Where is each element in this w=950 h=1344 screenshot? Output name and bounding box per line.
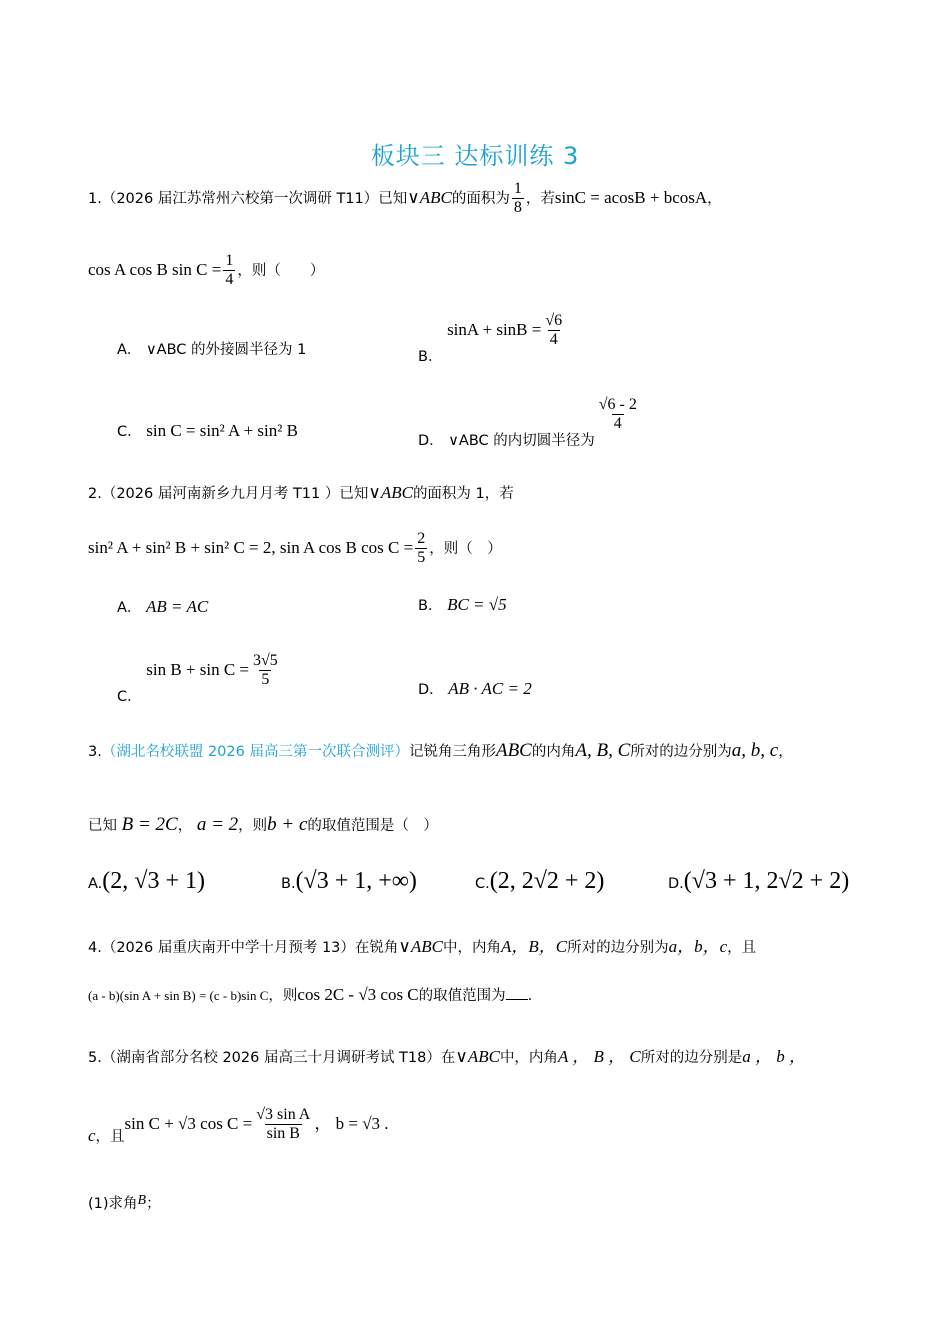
q1-option-c: C． sin C = sin² A + sin² B xyxy=(117,421,298,440)
q3-option-b: B.(√3 + 1, +∞) xyxy=(281,868,417,894)
q2-option-c: C． sin B + sin C = $\frac{3√5}{5}$ xyxy=(117,652,278,705)
fraction: $\frac{2}{5}$ xyxy=(417,530,426,567)
page-title: 板块三 达标训练 3 xyxy=(370,142,580,170)
q2-option-a: A． AB = AC xyxy=(117,597,209,616)
fraction: $\frac{3√5}{5}$ xyxy=(253,652,278,689)
q2-option-b: B． BC = √5 xyxy=(418,595,507,614)
fraction: $\frac{1}{8}$ xyxy=(513,180,522,217)
q2-option-d: D． AB · AC = 2 xyxy=(418,679,532,698)
fraction: $\frac{√6}{4}$ xyxy=(545,312,563,349)
fraction: $\frac{\text{√3 sin A}}{\text{sin B}}$ xyxy=(256,1106,311,1143)
question-5-stem: 5.（湖南省部分名校 2026 届高三十月调研考试 T18）在∨ABC中，内角A ， B ， C所对的边分别是a ， b ， xyxy=(88,1047,806,1066)
fraction: $\frac{√6 - 2}{4}$ xyxy=(598,396,637,433)
question-5-part-1: (1)求角B； xyxy=(88,1193,161,1212)
q3-option-d: D.(√3 + 1, 2√2 + 2) xyxy=(668,868,850,894)
question-1-stem: 1.（2026 届江苏常州六校第一次调研 T11）已知∨ABC的面积为 $\frac{1}{8}$ ，若sinC = acosB + bcosA， xyxy=(88,180,722,217)
fraction: $\frac{1}{4}$ xyxy=(225,252,234,289)
q1-option-b: B． sinA + sinB = $\frac{√6}{4}$ xyxy=(418,312,563,365)
q3-option-a: A.(2, √3 + 1) xyxy=(88,868,205,894)
question-3-source: （湖北名校联盟 2026 届高三第一次联合测评） xyxy=(101,744,409,760)
question-1-condition: cos A cos B sin C = $\frac{1}{4}$ ，则（ ） xyxy=(88,252,325,289)
q3-option-c: C.(2, 2√2 + 2) xyxy=(475,868,605,894)
question-3-stem: 3.（湖北名校联盟 2026 届高三第一次联合测评）记锐角三角形ABC的内角A, B, C所对的边分别为a, b, c， xyxy=(88,740,793,761)
question-2-stem: 2.（2026 届河南新乡九月月考 T11 ）已知∨ABC的面积为 1，若 xyxy=(88,483,514,502)
question-4-condition: (a - b)(sin A + sin B) = (c - b)sin C，则cos 2C - √3 cos C的取值范围为 . xyxy=(88,985,533,1004)
question-3-condition: 已知 B = 2C， a = 2，则b + c的取值范围是（ ） xyxy=(88,814,438,835)
question-4-stem: 4.（2026 届重庆南开中学十月预考 13）在锐角∨ABC中，内角A，B，C所对的边分别为a，b，c，且 xyxy=(88,937,757,956)
question-5-condition: c，且sin C + √3 cos C = $\frac{\text{√3 sin A}}{\text{sin B}}$ ， b = √3 . xyxy=(88,1106,389,1145)
answer-blank xyxy=(506,987,528,1000)
q1-option-a: A． ∨ABC 的外接圆半径为 1 xyxy=(117,342,307,358)
question-2-condition: sin² A + sin² B + sin² C = 2, sin A cos B cos C = $\frac{2}{5}$ ，则（ ） xyxy=(88,530,502,567)
q1-option-d: D． ∨ABC 的内切圆半径为 $\frac{√6 - 2}{4}$ xyxy=(418,396,637,449)
